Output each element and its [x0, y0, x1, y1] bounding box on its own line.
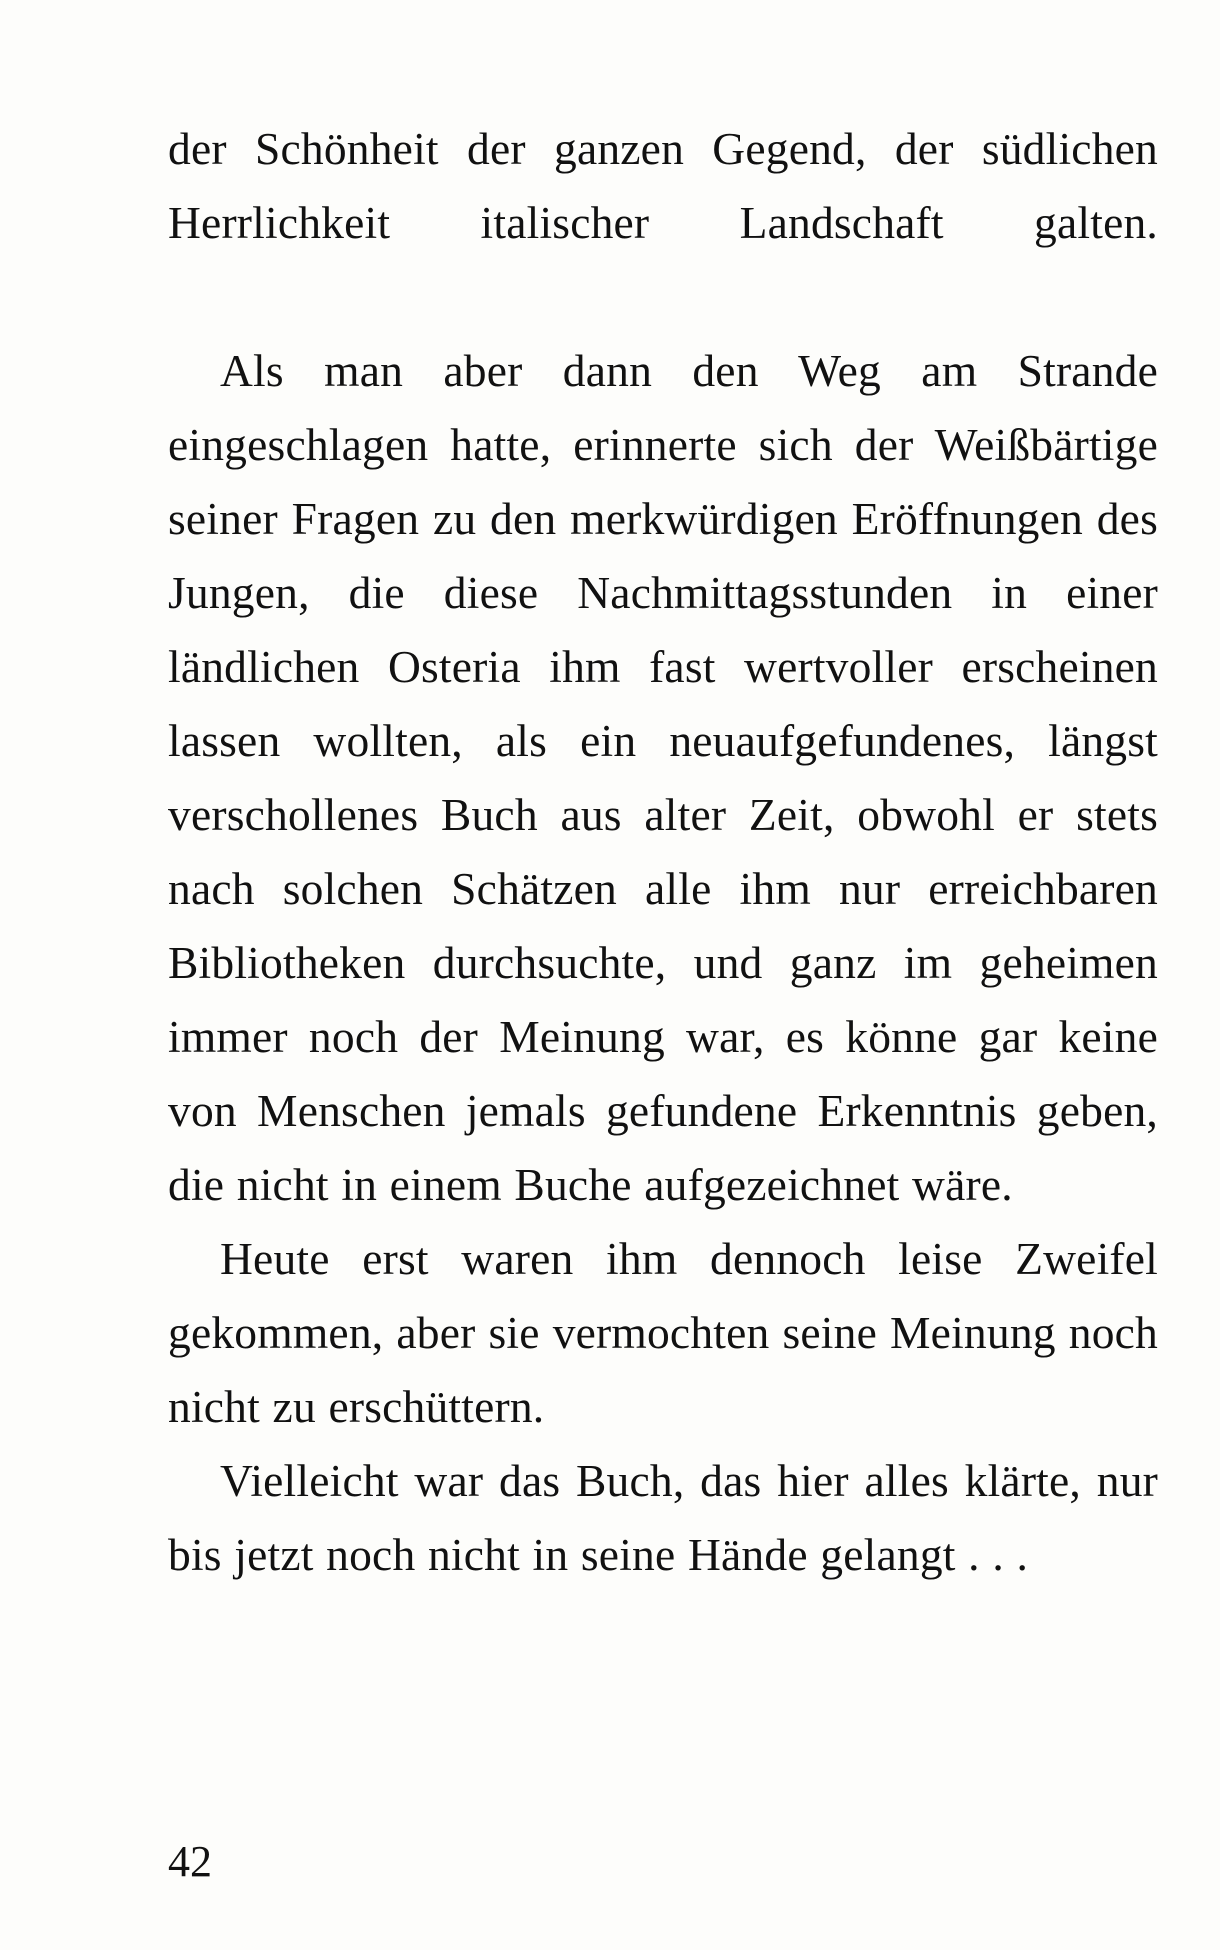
paragraph-heute-erst: Heute erst waren ihm dennoch leise Zweifel gekommen, aber sie vermochten seine Meinung noch nicht zu erschüttern. — [168, 1233, 1158, 1432]
page-text-body — [168, 112, 1158, 1592]
paragraph-continuation: der Schönheit der ganzen Gegend, der südlichen Herrlichkeit italischer Landschaft galten. — [168, 123, 1158, 248]
paragraph-vielleicht: Vielleicht war das Buch, das hier alles klärte, nur bis jetzt noch nicht in seine Hände gelangt . . . — [168, 1455, 1158, 1580]
paragraph-als-man: Als man aber dann den Weg am Strande eingeschlagen hatte, erinnerte sich der Weißbärtige seiner Fragen zu den merkwürdigen Eröffnungen des Jungen, die diese Nachmittagsstunden in einer ländlichen Osteria ihm fast wertvoller erscheinen lassen wollten, als ein neuaufgefundenes, längst verschollenes Buch aus alter Zeit, obwohl er stets nach solchen Schätzen alle ihm nur erreichbaren Bibliotheken durchsuchte, und ganz im geheimen immer noch der Meinung war, es könne gar keine von Menschen jemals gefundene Erkenntnis geben, die nicht in einem Buche aufgezeichnet wäre. — [168, 345, 1158, 1210]
page-number: 42 — [168, 1837, 212, 1886]
